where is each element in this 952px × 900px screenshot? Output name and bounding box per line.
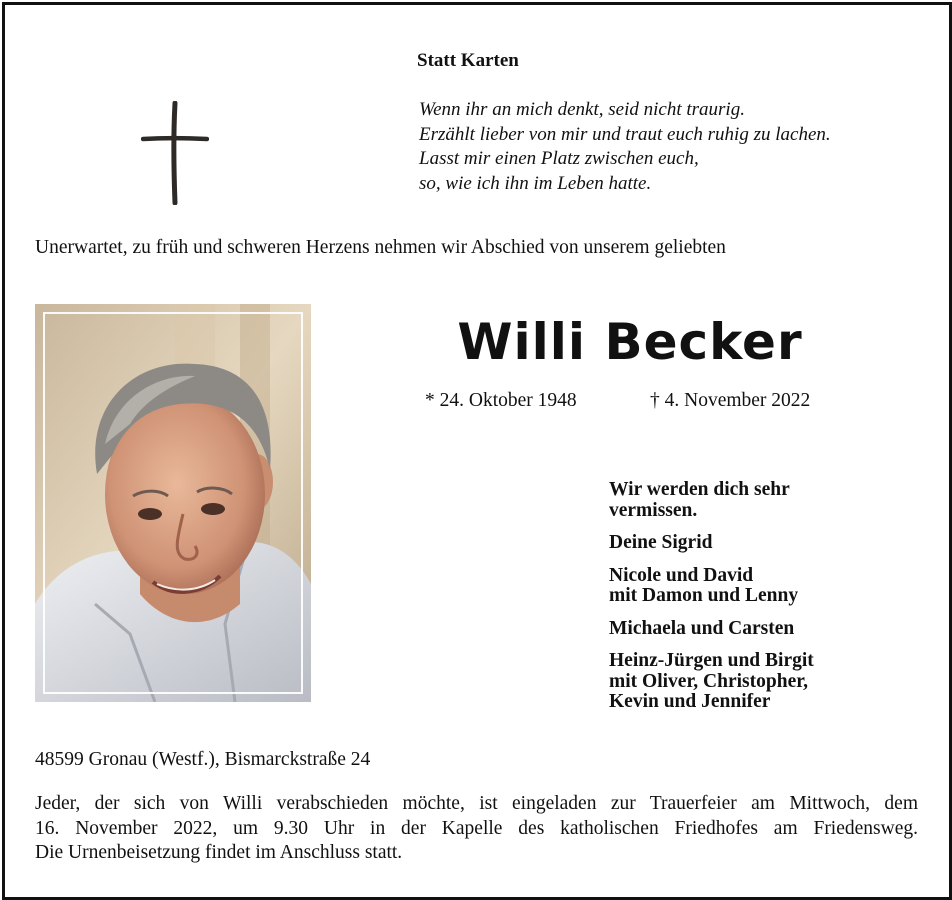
mourner-line: mit Oliver, Christopher, (609, 670, 808, 692)
birth-date: * 24. Oktober 1948 (425, 390, 577, 411)
address: 48599 Gronau (Westf.), Bismarckstraße 24 (35, 749, 371, 770)
death-date: † 4. November 2022 (650, 390, 811, 411)
notice-line: Jeder, der sich von Willi verabschieden möchte, ist eingeladen zur Trauerfeier am Mittwoch, dem (35, 793, 918, 814)
mourner-line: Nicole und David (609, 564, 754, 586)
mourner-group (609, 619, 814, 640)
mourner-group (609, 480, 814, 521)
portrait-illustration (35, 304, 311, 702)
poem-line: Erzählt lieber von mir und traut euch ruhig zu lachen. (419, 123, 831, 145)
mourners-list (609, 480, 814, 725)
cross-icon (141, 101, 209, 205)
mourner-group (609, 651, 814, 713)
mourner-line: mit Damon und Lenny (609, 585, 799, 606)
mourner-group (609, 533, 814, 554)
poem-line: so, wie ich ihn im Leben hatte. (419, 173, 652, 195)
notice-line: 16. November 2022, um 9.30 Uhr in der Kapelle des katholischen Friedhofes am Friedensweg. (35, 817, 918, 839)
notice-line: Die Urnenbeisetzung findet im Anschluss statt. (35, 842, 403, 863)
funeral-notice (35, 792, 918, 866)
poem-line: Lasst mir einen Platz zwischen euch, (419, 148, 699, 170)
deceased-name: Willi Becker (457, 313, 803, 371)
intro-text: Unerwartet, zu früh und schweren Herzens nehmen wir Abschied von unserem geliebten (35, 237, 726, 258)
poem (419, 98, 831, 197)
mourner-line: Kevin und Jennifer (609, 691, 771, 712)
mourner-group (609, 566, 814, 607)
mourner-line: Wir werden dich sehr (609, 479, 790, 500)
mourner-line: Michaela und Carsten (609, 617, 795, 639)
poem-line: Wenn ihr an mich denkt, seid nicht traurig. (419, 99, 745, 120)
mourner-line: Deine Sigrid (609, 532, 713, 553)
heading-statt-karten: Statt Karten (417, 50, 519, 71)
mourner-line: Heinz-Jürgen und Birgit (609, 650, 814, 671)
portrait-photo (35, 304, 311, 702)
mourner-line: vermissen. (609, 499, 698, 521)
